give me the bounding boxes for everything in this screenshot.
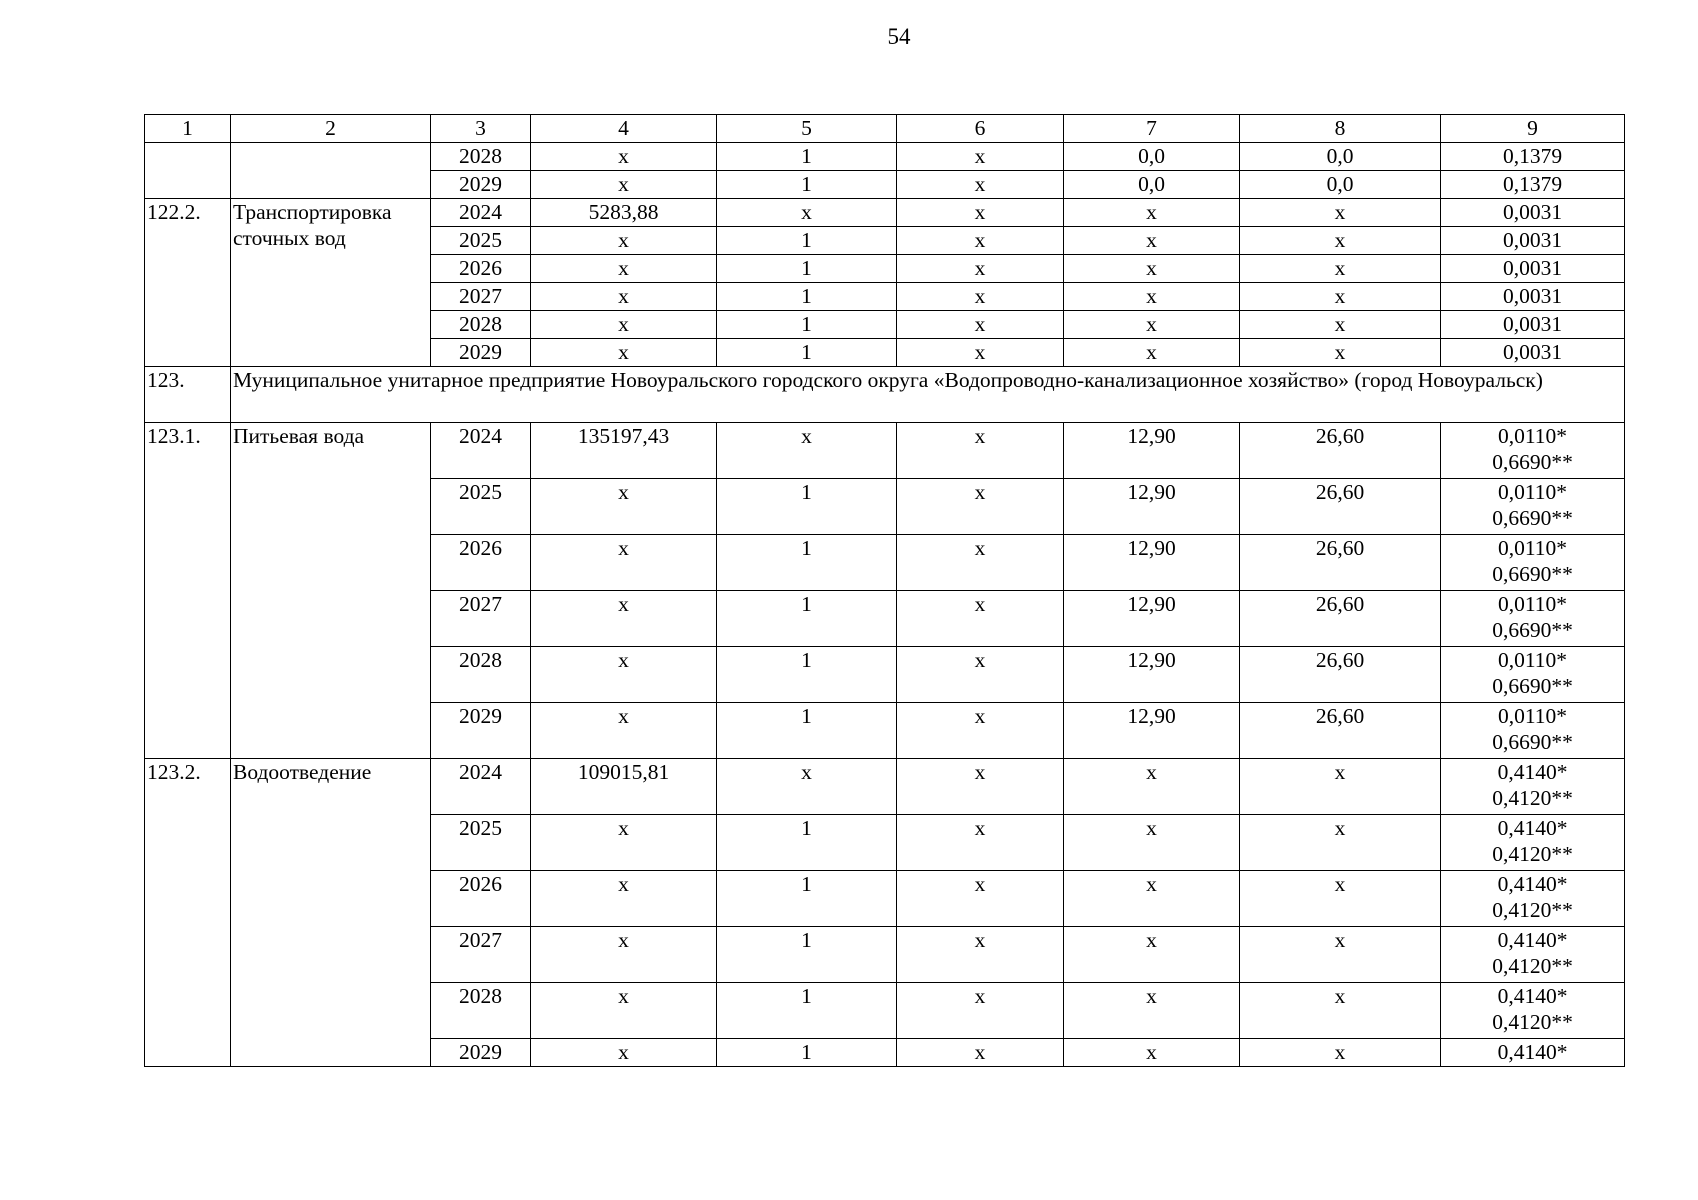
year-cell: 2024 xyxy=(431,759,531,815)
value-cell-9 xyxy=(1441,199,1625,227)
value-line: 0,4120** xyxy=(1492,842,1573,866)
value-cell-6: х xyxy=(897,591,1064,647)
value-line: 0,4140* xyxy=(1497,872,1568,896)
value-cell-5: 1 xyxy=(717,339,897,367)
value-cell-8: 26,60 xyxy=(1240,591,1441,647)
value-line: 0,6690** xyxy=(1492,506,1573,530)
value-cell-9 xyxy=(1441,871,1625,927)
value-cell-8: х xyxy=(1240,871,1441,927)
value-cell-7: 12,90 xyxy=(1064,479,1240,535)
value-line: 0,4140* xyxy=(1497,984,1568,1008)
column-number-4: 4 xyxy=(531,115,717,143)
value-cell-6: х xyxy=(897,983,1064,1039)
value-cell-7: 12,90 xyxy=(1064,647,1240,703)
value-cell-8: х xyxy=(1240,759,1441,815)
value-cell-5: 1 xyxy=(717,535,897,591)
value-cell-8: х xyxy=(1240,1039,1441,1067)
value-cell-9 xyxy=(1441,339,1625,367)
column-number-8: 8 xyxy=(1240,115,1441,143)
value-cell-7: х xyxy=(1064,283,1240,311)
value-cell-5: 1 xyxy=(717,255,897,283)
row-code: 123.2. xyxy=(145,759,231,1067)
value-line: 0,0031 xyxy=(1502,340,1563,364)
value-cell-9 xyxy=(1441,647,1625,703)
value-line: 0,4120** xyxy=(1492,898,1573,922)
value-cell-6: х xyxy=(897,423,1064,479)
value-cell-6: х xyxy=(897,647,1064,703)
value-cell-7: х xyxy=(1064,1039,1240,1067)
section-title: Муниципальное унитарное предприятие Новоуральского городского округа «Водопроводно-канализационное хозяйство» (город Новоуральск) xyxy=(231,367,1625,423)
value-cell-7: 12,90 xyxy=(1064,535,1240,591)
year-cell: 2027 xyxy=(431,283,531,311)
value-cell-7: х xyxy=(1064,311,1240,339)
value-cell-6: х xyxy=(897,703,1064,759)
value-cell-7: х xyxy=(1064,983,1240,1039)
value-line: 0,0031 xyxy=(1502,256,1563,280)
value-cell-8: х xyxy=(1240,311,1441,339)
value-cell-4: х xyxy=(531,927,717,983)
value-cell-8: 26,60 xyxy=(1240,423,1441,479)
value-cell-8: 26,60 xyxy=(1240,703,1441,759)
value-cell-5: 1 xyxy=(717,591,897,647)
value-cell-8: 0,0 xyxy=(1240,171,1441,199)
value-cell-8: х xyxy=(1240,199,1441,227)
value-cell-9 xyxy=(1441,143,1625,171)
value-line: 0,6690** xyxy=(1492,450,1573,474)
value-cell-7: х xyxy=(1064,871,1240,927)
value-cell-5: 1 xyxy=(717,311,897,339)
value-cell-5: 1 xyxy=(717,927,897,983)
value-cell-8: х xyxy=(1240,927,1441,983)
value-cell-4: х xyxy=(531,871,717,927)
value-cell-5: х xyxy=(717,759,897,815)
value-cell-5: 1 xyxy=(717,647,897,703)
value-line: 0,4120** xyxy=(1492,786,1573,810)
value-cell-5: х xyxy=(717,423,897,479)
column-number-5: 5 xyxy=(717,115,897,143)
row-name xyxy=(231,143,431,199)
value-cell-5: 1 xyxy=(717,479,897,535)
value-cell-4: х xyxy=(531,1039,717,1067)
value-cell-4: х xyxy=(531,227,717,255)
year-cell: 2029 xyxy=(431,171,531,199)
value-line: 0,1379 xyxy=(1502,172,1563,196)
value-cell-9 xyxy=(1441,591,1625,647)
value-cell-8: х xyxy=(1240,983,1441,1039)
value-cell-7: х xyxy=(1064,227,1240,255)
value-cell-7: х xyxy=(1064,759,1240,815)
year-cell: 2026 xyxy=(431,535,531,591)
value-cell-6: х xyxy=(897,339,1064,367)
value-line: 0,0031 xyxy=(1502,284,1563,308)
value-cell-6: х xyxy=(897,1039,1064,1067)
row-name: Питьевая вода xyxy=(231,423,431,759)
value-line: 0,4120** xyxy=(1492,954,1573,978)
row-code: 123.1. xyxy=(145,423,231,759)
value-cell-5: 1 xyxy=(717,227,897,255)
value-line: 0,4140* xyxy=(1497,816,1568,840)
value-cell-4: х xyxy=(531,479,717,535)
value-cell-9 xyxy=(1441,927,1625,983)
value-line: 0,0110* xyxy=(1497,592,1568,616)
value-cell-4: х xyxy=(531,815,717,871)
value-cell-7: х xyxy=(1064,339,1240,367)
row-name: Транспортировка сточных вод xyxy=(231,199,431,367)
value-line: 0,6690** xyxy=(1492,562,1573,586)
value-line: 0,6690** xyxy=(1492,618,1573,642)
year-cell: 2029 xyxy=(431,1039,531,1067)
value-cell-9 xyxy=(1441,479,1625,535)
table-row xyxy=(145,423,1625,479)
year-cell: 2027 xyxy=(431,591,531,647)
value-cell-5: 1 xyxy=(717,815,897,871)
value-cell-8: х xyxy=(1240,339,1441,367)
year-cell: 2028 xyxy=(431,311,531,339)
value-cell-9 xyxy=(1441,1039,1625,1067)
section-code: 123. xyxy=(145,367,231,423)
year-cell: 2026 xyxy=(431,871,531,927)
value-cell-4: 109015,81 xyxy=(531,759,717,815)
value-cell-4: х xyxy=(531,311,717,339)
year-cell: 2029 xyxy=(431,703,531,759)
year-cell: 2025 xyxy=(431,227,531,255)
value-cell-6: х xyxy=(897,759,1064,815)
value-cell-5: 1 xyxy=(717,143,897,171)
value-cell-8: х xyxy=(1240,283,1441,311)
year-cell: 2028 xyxy=(431,143,531,171)
value-cell-6: х xyxy=(897,815,1064,871)
year-cell: 2024 xyxy=(431,199,531,227)
value-cell-5: 1 xyxy=(717,703,897,759)
value-cell-5: 1 xyxy=(717,871,897,927)
table-row xyxy=(145,759,1625,815)
value-cell-6: х xyxy=(897,143,1064,171)
value-cell-4: х xyxy=(531,339,717,367)
value-cell-9 xyxy=(1441,703,1625,759)
value-cell-7: х xyxy=(1064,815,1240,871)
value-cell-4: х xyxy=(531,535,717,591)
value-cell-4: х xyxy=(531,591,717,647)
value-cell-4: 5283,88 xyxy=(531,199,717,227)
value-cell-7: 12,90 xyxy=(1064,703,1240,759)
value-cell-7: х xyxy=(1064,199,1240,227)
value-cell-6: х xyxy=(897,927,1064,983)
value-cell-9 xyxy=(1441,815,1625,871)
column-number-1: 1 xyxy=(145,115,231,143)
year-cell: 2028 xyxy=(431,647,531,703)
value-cell-7: 12,90 xyxy=(1064,591,1240,647)
value-cell-8: 26,60 xyxy=(1240,647,1441,703)
column-number-6: 6 xyxy=(897,115,1064,143)
value-line: 0,0110* xyxy=(1497,424,1568,448)
value-line: 0,4120** xyxy=(1492,1010,1573,1034)
value-cell-9 xyxy=(1441,255,1625,283)
value-cell-7: х xyxy=(1064,255,1240,283)
value-cell-4: х xyxy=(531,255,717,283)
value-line: 0,1379 xyxy=(1502,144,1563,168)
value-cell-8: х xyxy=(1240,815,1441,871)
value-line: 0,0110* xyxy=(1497,480,1568,504)
year-cell: 2028 xyxy=(431,983,531,1039)
value-cell-7: 0,0 xyxy=(1064,143,1240,171)
value-cell-9 xyxy=(1441,311,1625,339)
value-cell-4: х xyxy=(531,283,717,311)
row-code xyxy=(145,143,231,199)
value-cell-5: 1 xyxy=(717,983,897,1039)
year-cell: 2025 xyxy=(431,815,531,871)
value-cell-4: 135197,43 xyxy=(531,423,717,479)
value-cell-4: х xyxy=(531,143,717,171)
value-cell-7: х xyxy=(1064,927,1240,983)
value-cell-9 xyxy=(1441,227,1625,255)
column-number-9: 9 xyxy=(1441,115,1625,143)
value-line: 0,0031 xyxy=(1502,228,1563,252)
table-row xyxy=(145,143,1625,171)
value-line: 0,4140* xyxy=(1497,1040,1568,1064)
value-line: 0,0110* xyxy=(1497,648,1568,672)
value-cell-9 xyxy=(1441,283,1625,311)
value-cell-6: х xyxy=(897,255,1064,283)
value-cell-5: 1 xyxy=(717,283,897,311)
value-line: 0,6690** xyxy=(1492,730,1573,754)
value-cell-8: х xyxy=(1240,227,1441,255)
value-line: 0,0110* xyxy=(1497,536,1568,560)
year-cell: 2029 xyxy=(431,339,531,367)
value-cell-4: х xyxy=(531,171,717,199)
table-body xyxy=(145,115,1625,1067)
value-line: 0,0031 xyxy=(1502,200,1563,224)
value-cell-9 xyxy=(1441,983,1625,1039)
tariff-table xyxy=(144,114,1625,1067)
value-line: 0,4140* xyxy=(1497,760,1568,784)
value-cell-5: 1 xyxy=(717,171,897,199)
value-cell-6: х xyxy=(897,227,1064,255)
year-cell: 2025 xyxy=(431,479,531,535)
section-row xyxy=(145,367,1625,423)
value-cell-6: х xyxy=(897,479,1064,535)
column-number-2: 2 xyxy=(231,115,431,143)
year-cell: 2024 xyxy=(431,423,531,479)
table-row xyxy=(145,199,1625,227)
row-name: Водоотведение xyxy=(231,759,431,1067)
value-cell-6: х xyxy=(897,283,1064,311)
value-line: 0,6690** xyxy=(1492,674,1573,698)
column-number-7: 7 xyxy=(1064,115,1240,143)
value-cell-4: х xyxy=(531,647,717,703)
year-cell: 2026 xyxy=(431,255,531,283)
value-cell-8: 0,0 xyxy=(1240,143,1441,171)
value-cell-4: х xyxy=(531,703,717,759)
value-cell-8: х xyxy=(1240,255,1441,283)
value-cell-9 xyxy=(1441,171,1625,199)
value-cell-9 xyxy=(1441,535,1625,591)
row-code: 122.2. xyxy=(145,199,231,367)
value-cell-6: х xyxy=(897,199,1064,227)
value-cell-5: х xyxy=(717,199,897,227)
value-cell-6: х xyxy=(897,311,1064,339)
value-cell-6: х xyxy=(897,171,1064,199)
header-row xyxy=(145,115,1625,143)
page-number: 54 xyxy=(887,24,911,49)
column-number-3: 3 xyxy=(431,115,531,143)
value-cell-8: 26,60 xyxy=(1240,479,1441,535)
value-cell-4: х xyxy=(531,983,717,1039)
value-cell-5: 1 xyxy=(717,1039,897,1067)
value-line: 0,0110* xyxy=(1497,704,1568,728)
year-cell: 2027 xyxy=(431,927,531,983)
value-line: 0,4140* xyxy=(1497,928,1568,952)
value-cell-8: 26,60 xyxy=(1240,535,1441,591)
value-line: 0,0031 xyxy=(1502,312,1563,336)
value-cell-7: 12,90 xyxy=(1064,423,1240,479)
value-cell-9 xyxy=(1441,759,1625,815)
value-cell-6: х xyxy=(897,871,1064,927)
value-cell-7: 0,0 xyxy=(1064,171,1240,199)
value-cell-9 xyxy=(1441,423,1625,479)
value-cell-6: х xyxy=(897,535,1064,591)
